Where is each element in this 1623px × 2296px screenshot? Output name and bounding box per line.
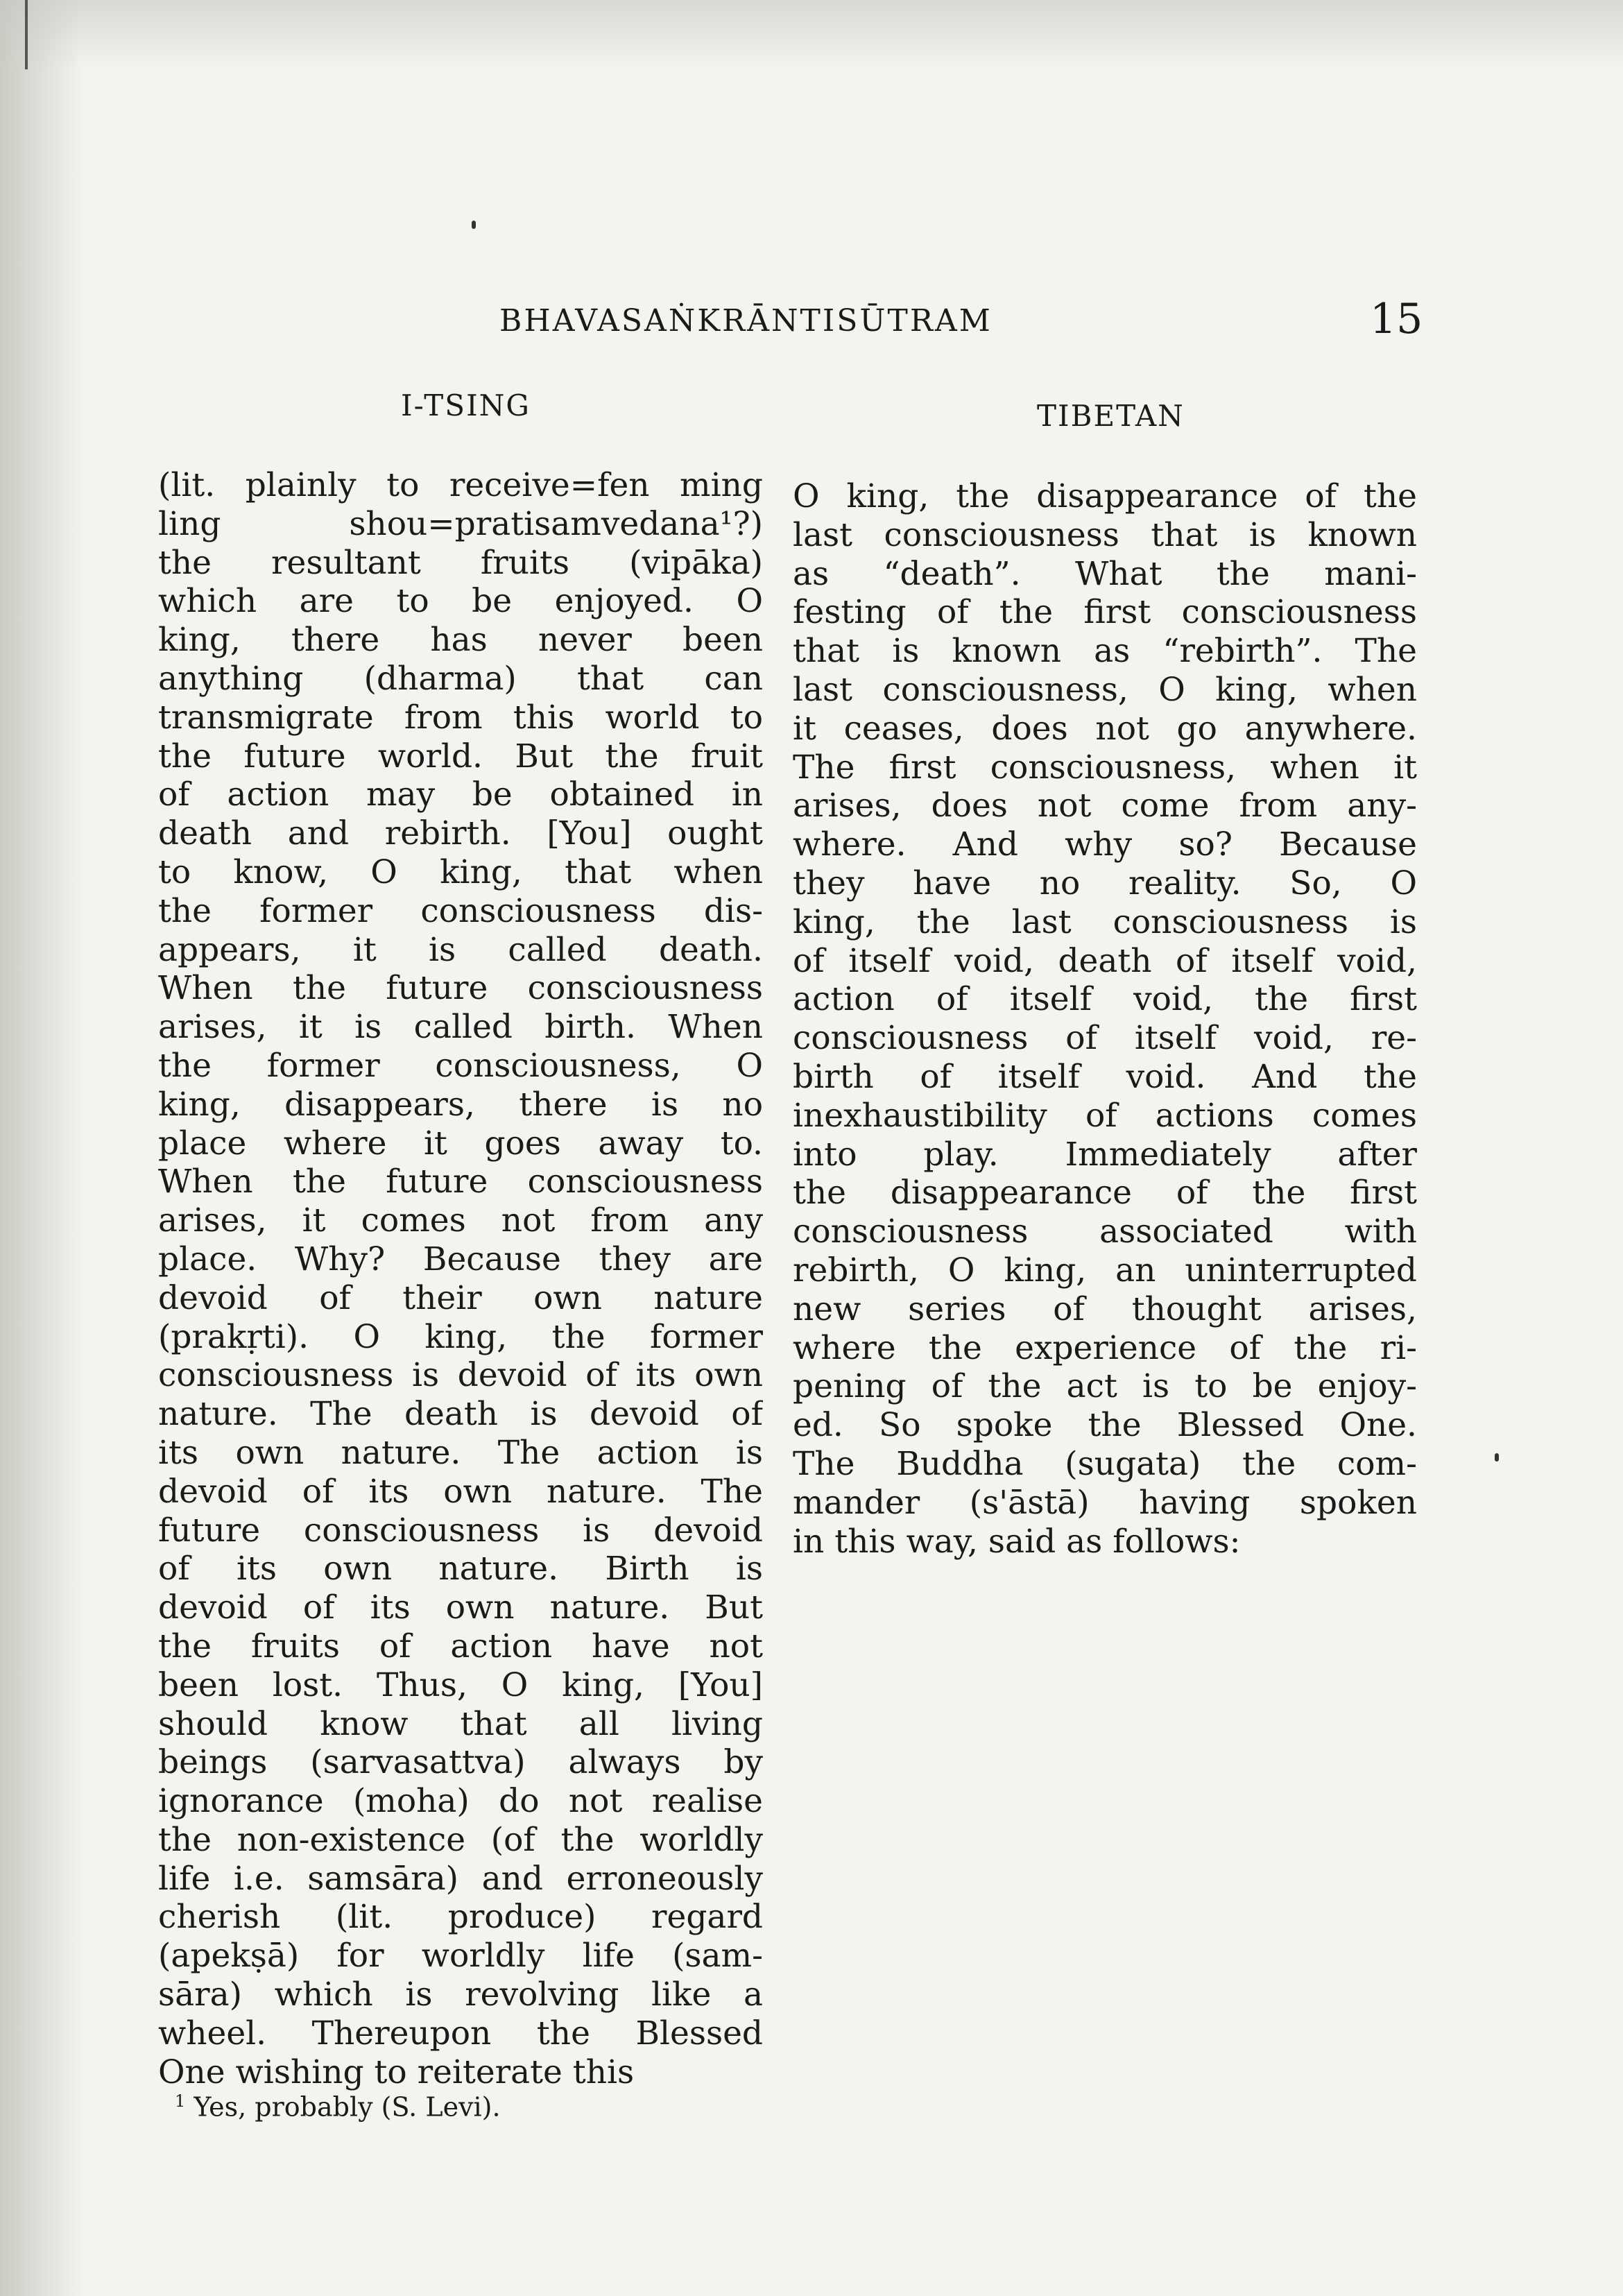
text-line: future consciousness is devoid xyxy=(158,1511,763,1550)
text-line: where. And why so? Because xyxy=(793,825,1417,864)
left-column-heading: I-TSING xyxy=(401,388,531,422)
text-line: arises, it comes not from any xyxy=(158,1201,763,1240)
text-line: king, the last consciousness is xyxy=(793,902,1417,941)
scan-shadow-top xyxy=(0,0,1623,69)
text-line: of its own nature. Birth is xyxy=(158,1550,763,1588)
text-line: to know, O king, that when xyxy=(158,853,763,891)
text-line: death and rebirth. [You] ought xyxy=(158,814,763,853)
text-line: place. Why? Because they are xyxy=(158,1240,763,1278)
text-line: action of itself void, the first xyxy=(793,980,1417,1019)
text-line: arises, it is called birth. When xyxy=(158,1008,763,1047)
text-line: the non-existence (of the worldly xyxy=(158,1820,763,1859)
text-line: the former consciousness, O xyxy=(158,1046,763,1085)
left-column-text xyxy=(158,466,763,2091)
text-line: pening of the act is to be enjoy- xyxy=(793,1367,1417,1406)
text-line: festing of the first consciousness xyxy=(793,593,1417,632)
text-line: should know that all living xyxy=(158,1704,763,1743)
footnote xyxy=(175,2091,501,2123)
text-line: into play. Immediately after xyxy=(793,1135,1417,1174)
text-line: that is known as “rebirth”. The xyxy=(793,632,1417,671)
text-line: inexhaustibility of actions comes xyxy=(793,1096,1417,1135)
text-line: in this way, said as follows: xyxy=(793,1522,1241,1561)
text-line: consciousness associated with xyxy=(793,1213,1417,1251)
text-line: where the experience of the ri- xyxy=(793,1328,1417,1367)
text-line: One wishing to reiterate this xyxy=(158,2053,635,2091)
text-line: ignorance (moha) do not realise xyxy=(158,1782,763,1821)
text-line: it ceases, does not go anywhere. xyxy=(793,709,1417,748)
text-line: nature. The death is devoid of xyxy=(158,1395,763,1434)
text-line: last consciousness, O king, when xyxy=(793,670,1417,709)
text-line: consciousness is devoid of its own xyxy=(158,1356,763,1395)
scan-speck xyxy=(472,221,476,229)
text-line: the disappearance of the first xyxy=(793,1174,1417,1213)
text-line: devoid of its own nature. But xyxy=(158,1588,763,1627)
right-column-heading: TIBETAN xyxy=(1037,399,1185,433)
text-line: ling shou=pratisamvedana¹?) xyxy=(158,504,763,543)
text-line: king, disappears, there is no xyxy=(158,1085,763,1124)
text-line: When the future consciousness xyxy=(158,969,763,1008)
page-header xyxy=(0,295,1623,350)
text-line: of action may be obtained in xyxy=(158,776,763,814)
text-line: the resultant fruits (vipāka) xyxy=(158,543,763,582)
text-line: anything (dharma) that can xyxy=(158,659,763,698)
text-line: sāra) which is revolving like a xyxy=(158,1976,763,2014)
footnote-text: Yes, probably (S. Levi). xyxy=(194,2091,501,2123)
footnote-marker: 1 xyxy=(175,2091,186,2111)
text-line: ed. So spoke the Blessed One. xyxy=(793,1406,1417,1445)
text-line: devoid of their own nature xyxy=(158,1278,763,1317)
text-line: the fruits of action have not xyxy=(158,1627,763,1665)
text-line: the future world. But the fruit xyxy=(158,737,763,776)
text-line: The Buddha (sugata) the com- xyxy=(793,1444,1417,1483)
text-line: of itself void, death of itself void, xyxy=(793,941,1417,980)
page-number: 15 xyxy=(1370,295,1423,343)
text-line: devoid of its own nature. The xyxy=(158,1472,763,1511)
text-line: mander (s'āstā) having spoken xyxy=(793,1483,1417,1522)
text-line: consciousness of itself void, re- xyxy=(793,1019,1417,1058)
text-line: been lost. Thus, O king, [You] xyxy=(158,1665,763,1704)
text-line: (apekṣā) for worldly life (sam- xyxy=(158,1937,763,1976)
text-line: king, there has never been xyxy=(158,621,763,660)
scan-speck xyxy=(1495,1453,1499,1462)
text-line: they have no reality. So, O xyxy=(793,864,1417,902)
text-line: life i.e. samsāra) and erroneously xyxy=(158,1859,763,1898)
text-line: When the future consciousness xyxy=(158,1163,763,1201)
text-line: wheel. Thereupon the Blessed xyxy=(158,2014,763,2053)
running-title: BHAVASAṄKRĀNTISŪTRAM xyxy=(499,303,993,339)
text-line: (prakṛti). O king, the former xyxy=(158,1317,763,1356)
text-line: place where it goes away to. xyxy=(158,1124,763,1163)
text-line: rebirth, O king, an uninterrupted xyxy=(793,1251,1417,1290)
text-line: new series of thought arises, xyxy=(793,1290,1417,1328)
text-line: (lit. plainly to receive=fen ming xyxy=(158,466,763,504)
text-line: arises, does not come from any- xyxy=(793,787,1417,825)
text-line: its own nature. The action is xyxy=(158,1433,763,1472)
text-line: appears, it is called death. xyxy=(158,930,763,969)
text-line: O king, the disappearance of the xyxy=(793,477,1417,515)
text-line: last consciousness that is known xyxy=(793,515,1417,554)
text-line: birth of itself void. And the xyxy=(793,1057,1417,1096)
right-column-text xyxy=(793,477,1417,1561)
text-line: as “death”. What the mani- xyxy=(793,554,1417,593)
text-line: transmigrate from this world to xyxy=(158,698,763,737)
text-line: which are to be enjoyed. O xyxy=(158,582,763,621)
text-line: The first consciousness, when it xyxy=(793,748,1417,787)
text-line: the former consciousness dis- xyxy=(158,891,763,930)
text-line: cherish (lit. produce) regard xyxy=(158,1898,763,1937)
text-line: beings (sarvasattva) always by xyxy=(158,1743,763,1782)
scan-edge-mark xyxy=(25,0,28,69)
